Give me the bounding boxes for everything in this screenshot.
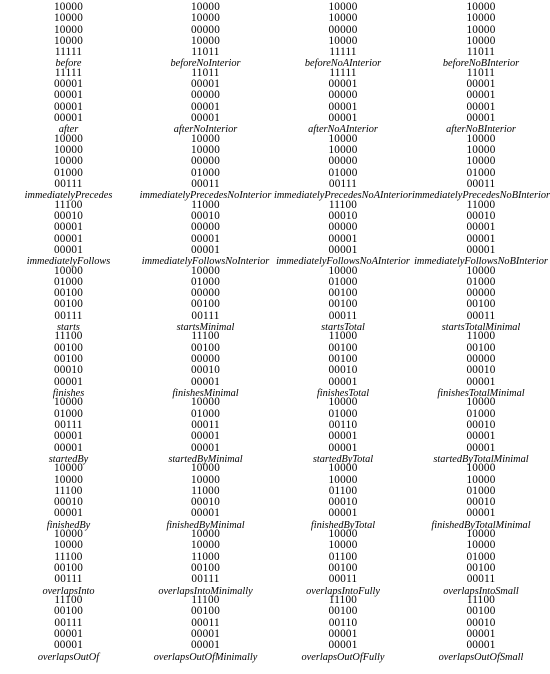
- matrix-bit-row: 01100: [328, 484, 358, 497]
- matrix-bit-row: 10000: [54, 144, 83, 157]
- matrix-bit-row: 10000: [54, 539, 83, 552]
- matrix-bit-row: 00010: [466, 616, 496, 629]
- matrix-cell: [274, 397, 412, 463]
- matrix-bit-row: 00001: [54, 627, 83, 640]
- matrix-bit-row: 00100: [54, 605, 83, 618]
- matrix-bit-row: 10000: [466, 12, 496, 25]
- matrix-bit-row: 00001: [191, 243, 220, 256]
- matrix-bit-row: 11100: [54, 594, 83, 607]
- matrix-bit-row: 00001: [466, 221, 496, 234]
- matrix-bit-row: 01000: [191, 275, 220, 288]
- relation-name-caption: afterNoAInterior: [308, 124, 378, 136]
- matrix-bit-row: 10000: [466, 23, 496, 36]
- matrix-cell: [274, 266, 412, 332]
- matrix-bit-row: 01000: [328, 407, 358, 420]
- matrix-bit-row: 10000: [54, 396, 83, 409]
- matrix-bit-row: 00001: [328, 232, 358, 245]
- matrix-bit-row: 00100: [328, 562, 358, 575]
- matrix-bit-row: 00001: [54, 78, 83, 91]
- relation-name-caption: finishedByTotal: [310, 519, 376, 531]
- matrix-bit-row: 10000: [328, 264, 358, 277]
- matrix-bit-row: 11011: [466, 66, 496, 79]
- matrix-bit-row: 10000: [328, 528, 358, 541]
- matrix-cell: [0, 595, 137, 661]
- matrix-bit-row: 10000: [328, 473, 358, 486]
- matrix-bit-row: 00001: [54, 112, 83, 125]
- matrix-bit-row: 00001: [54, 243, 83, 256]
- matrix-bit-row: 00010: [54, 209, 83, 222]
- matrix-bit-row: 00111: [54, 616, 83, 629]
- matrix-bit-row: 00100: [328, 605, 358, 618]
- matrix-bit-row: 10000: [191, 462, 220, 475]
- matrix-cell: [412, 134, 550, 200]
- matrix-bit-row: 10000: [54, 462, 83, 475]
- matrix-bit-row: 00010: [466, 209, 496, 222]
- matrix-bit-row: 11011: [191, 46, 220, 59]
- relation-name-caption: startedByTotalMinimal: [433, 453, 529, 465]
- matrix-bit-row: 00010: [466, 496, 496, 509]
- matrix-bit-row: 10000: [466, 155, 496, 168]
- matrix-bit-row: 01000: [54, 407, 83, 420]
- relation-name-caption: immediatelyPrecedesNoInterior: [139, 190, 272, 202]
- matrix-bit-row: 00100: [466, 562, 496, 575]
- matrix-bit-row: 00100: [54, 353, 83, 366]
- matrix-bit-row: 11100: [54, 484, 83, 497]
- matrix-bit-row: 10000: [328, 396, 358, 409]
- matrix-bit-row: 10000: [54, 34, 83, 47]
- matrix-bit-row: 00001: [191, 627, 220, 640]
- matrix-bit-row: 01000: [191, 166, 220, 179]
- matrix-bit-row: 11111: [54, 66, 83, 79]
- matrix-bit-row: 00001: [466, 441, 496, 454]
- matrix-bit-row: 00001: [191, 639, 220, 652]
- matrix-bit-row: 00100: [54, 287, 83, 300]
- relation-name-caption: immediatelyPrecedesNoBInterior: [412, 190, 550, 202]
- matrix-bit-row: 00111: [54, 177, 83, 190]
- matrix-bit-row: 11111: [329, 46, 357, 59]
- matrix-bit-row: 10000: [466, 34, 496, 47]
- matrix-bit-row: 00001: [466, 627, 496, 640]
- matrix-bit-row: 01000: [191, 407, 220, 420]
- matrix-bit-row: 00001: [191, 100, 220, 113]
- matrix-bit-row: 00010: [328, 209, 358, 222]
- matrix-bit-row: 01000: [466, 166, 496, 179]
- matrix-bit-row: 11000: [466, 198, 496, 211]
- matrix-bit-row: 00000: [191, 89, 220, 102]
- matrix-bit-row: 10000: [54, 1, 83, 13]
- matrix-cell: [0, 463, 137, 529]
- matrix-bit-row: 00011: [466, 309, 496, 322]
- relation-name-caption: finishedBy: [46, 519, 91, 531]
- relation-name-caption: overlapsInto: [42, 585, 95, 597]
- matrix-bit-row: 00001: [466, 78, 496, 91]
- relation-name-caption: startedBy: [48, 453, 89, 465]
- matrix-cell: [274, 331, 412, 397]
- matrix-bit-row: 11100: [54, 550, 83, 563]
- relation-name-caption: overlapsIntoSmall: [443, 585, 519, 597]
- relation-name-caption: startedByTotal: [312, 453, 374, 465]
- matrix-bit-row: 11111: [329, 66, 357, 79]
- matrix-bit-row: 10000: [54, 12, 83, 25]
- matrix-bit-row: 00001: [466, 639, 496, 652]
- matrix-bit-row: 00001: [54, 89, 83, 102]
- matrix-bit-row: 00010: [54, 364, 83, 377]
- matrix-bit-row: 00001: [54, 507, 83, 520]
- matrix-bit-row: 00001: [191, 430, 220, 443]
- matrix-bit-row: 00100: [328, 287, 358, 300]
- matrix-bit-row: 00010: [466, 418, 496, 431]
- matrix-bit-row: 00001: [328, 375, 358, 388]
- matrix-cell: [137, 595, 274, 661]
- matrix-bit-row: 00110: [328, 418, 358, 431]
- matrix-bit-row: 11011: [191, 66, 220, 79]
- matrix-bit-row: 00001: [466, 507, 496, 520]
- matrix-bit-row: 00001: [466, 243, 496, 256]
- matrix-bit-row: 00010: [191, 496, 220, 509]
- matrix-bit-row: 11111: [54, 46, 83, 59]
- matrix-cell: [274, 595, 412, 661]
- matrix-bit-row: 01100: [328, 550, 358, 563]
- matrix-bit-row: 10000: [466, 462, 496, 475]
- relation-name-caption: finishedByTotalMinimal: [431, 519, 531, 531]
- relation-name-caption: afterNoBInterior: [446, 124, 516, 136]
- matrix-bit-row: 00010: [466, 364, 496, 377]
- relation-name-caption: starts: [57, 322, 80, 334]
- matrix-cell: [0, 200, 137, 266]
- matrix-bit-row: 00001: [54, 430, 83, 443]
- matrix-cell: [137, 529, 274, 595]
- matrix-bit-row: 10000: [466, 539, 496, 552]
- relation-name-caption: startedByMinimal: [168, 453, 243, 465]
- matrix-cell: [0, 331, 137, 397]
- matrix-cell: [412, 68, 550, 134]
- relation-name-caption: immediatelyFollowsNoAInterior: [276, 256, 410, 268]
- matrix-cell: [137, 463, 274, 529]
- matrix-bit-row: 00001: [466, 430, 496, 443]
- matrix-cell: [274, 200, 412, 266]
- relation-name-caption: startsMinimal: [176, 322, 235, 334]
- matrix-bit-row: 00001: [328, 627, 358, 640]
- matrix-bit-row: 00001: [54, 375, 83, 388]
- matrix-bit-row: 00011: [328, 573, 358, 586]
- matrix-cell: [412, 200, 550, 266]
- relation-name-caption: immediatelyFollowsNoInterior: [141, 256, 270, 268]
- matrix-bit-row: 00010: [54, 496, 83, 509]
- relation-name-caption: finishesMinimal: [172, 387, 239, 399]
- matrix-bit-row: 00001: [466, 89, 496, 102]
- matrix-bit-row: 00000: [191, 353, 220, 366]
- matrix-bit-row: 10000: [191, 12, 220, 25]
- matrix-bit-row: 00100: [328, 298, 358, 311]
- relation-name-caption: finishedByMinimal: [166, 519, 245, 531]
- matrix-bit-row: 11000: [466, 330, 496, 343]
- matrix-cell: [0, 2, 137, 68]
- matrix-bit-row: 00001: [191, 112, 220, 125]
- matrix-bit-row: 00001: [328, 112, 358, 125]
- matrix-bit-row: 10000: [466, 528, 496, 541]
- matrix-bit-row: 00000: [328, 23, 358, 36]
- relation-name-caption: afterNoInterior: [173, 124, 238, 136]
- matrix-bit-row: 10000: [328, 1, 358, 13]
- matrix-bit-row: 01000: [466, 275, 496, 288]
- relation-name-caption: before: [55, 58, 82, 70]
- matrix-bit-row: 11100: [328, 594, 358, 607]
- relation-name-caption: finishes: [52, 387, 85, 399]
- matrix-bit-row: 00001: [328, 441, 358, 454]
- matrix-bit-row: 10000: [466, 132, 496, 145]
- matrix-bit-row: 00001: [466, 375, 496, 388]
- matrix-bit-row: 00001: [328, 639, 358, 652]
- matrix-bit-row: 01000: [466, 550, 496, 563]
- matrix-cell: [0, 134, 137, 200]
- matrix-bit-row: 10000: [54, 23, 83, 36]
- matrix-cell: [137, 134, 274, 200]
- matrix-bit-row: 10000: [328, 34, 358, 47]
- matrix-cell: [137, 397, 274, 463]
- relation-name-caption: beforeNoAInterior: [304, 58, 382, 70]
- matrix-bit-row: 11100: [466, 594, 496, 607]
- matrix-bit-row: 11100: [54, 330, 83, 343]
- matrix-bit-row: 00001: [54, 639, 83, 652]
- relation-matrix-grid: [0, 2, 550, 672]
- relation-name-caption: immediatelyFollowsNoBInterior: [414, 256, 548, 268]
- matrix-bit-row: 00010: [328, 496, 358, 509]
- matrix-bit-row: 10000: [466, 1, 496, 13]
- matrix-bit-row: 00100: [328, 353, 358, 366]
- matrix-bit-row: 00010: [328, 364, 358, 377]
- matrix-bit-row: 00100: [466, 298, 496, 311]
- matrix-cell: [412, 266, 550, 332]
- matrix-bit-row: 00001: [191, 441, 220, 454]
- matrix-cell: [137, 331, 274, 397]
- matrix-cell: [274, 529, 412, 595]
- matrix-bit-row: 00001: [466, 100, 496, 113]
- matrix-bit-row: 01000: [466, 484, 496, 497]
- matrix-bit-row: 01000: [466, 407, 496, 420]
- matrix-cell: [274, 463, 412, 529]
- matrix-bit-row: 00001: [191, 375, 220, 388]
- matrix-bit-row: 10000: [191, 132, 220, 145]
- matrix-bit-row: 00011: [466, 573, 496, 586]
- matrix-bit-row: 10000: [328, 144, 358, 157]
- matrix-bit-row: 00111: [191, 573, 220, 586]
- matrix-bit-row: 00001: [328, 243, 358, 256]
- matrix-bit-row: 00011: [328, 309, 358, 322]
- matrix-bit-row: 11100: [191, 594, 220, 607]
- matrix-bit-row: 00100: [191, 341, 220, 354]
- matrix-bit-row: 00001: [54, 232, 83, 245]
- matrix-cell: [412, 463, 550, 529]
- matrix-cell: [412, 331, 550, 397]
- matrix-bit-row: 11000: [191, 198, 220, 211]
- matrix-bit-row: 00000: [328, 155, 358, 168]
- matrix-bit-row: 01000: [54, 275, 83, 288]
- matrix-bit-row: 10000: [191, 264, 220, 277]
- matrix-bit-row: 11100: [54, 198, 83, 211]
- matrix-cell: [137, 2, 274, 68]
- matrix-bit-row: 11000: [191, 550, 220, 563]
- matrix-bit-row: 00011: [191, 616, 220, 629]
- matrix-bit-row: 10000: [54, 132, 83, 145]
- matrix-bit-row: 10000: [191, 34, 220, 47]
- matrix-bit-row: 00100: [466, 605, 496, 618]
- matrix-bit-row: 00010: [191, 364, 220, 377]
- matrix-bit-row: 00111: [54, 309, 83, 322]
- matrix-bit-row: 00000: [466, 353, 496, 366]
- matrix-cell: [137, 266, 274, 332]
- relation-name-caption: overlapsIntoMinimally: [158, 585, 253, 597]
- relation-name-caption: after: [58, 124, 79, 136]
- matrix-bit-row: 10000: [466, 396, 496, 409]
- matrix-bit-row: 11100: [191, 330, 220, 343]
- matrix-bit-row: 00001: [54, 100, 83, 113]
- matrix-cell: [274, 68, 412, 134]
- matrix-bit-row: 10000: [54, 155, 83, 168]
- relation-name-caption: overlapsOutOf: [37, 651, 100, 663]
- matrix-bit-row: 00000: [328, 89, 358, 102]
- matrix-bit-row: 00001: [191, 507, 220, 520]
- matrix-bit-row: 00001: [191, 78, 220, 91]
- matrix-bit-row: 10000: [54, 264, 83, 277]
- matrix-bit-row: 00100: [54, 341, 83, 354]
- matrix-cell: [412, 529, 550, 595]
- matrix-bit-row: 00001: [328, 430, 358, 443]
- matrix-bit-row: 01000: [328, 166, 358, 179]
- matrix-bit-row: 00000: [466, 287, 496, 300]
- matrix-bit-row: 00000: [191, 287, 220, 300]
- matrix-cell: [274, 134, 412, 200]
- matrix-bit-row: 00011: [191, 177, 220, 190]
- matrix-bit-row: 00010: [191, 209, 220, 222]
- matrix-bit-row: 11000: [328, 330, 358, 343]
- matrix-bit-row: 10000: [328, 462, 358, 475]
- matrix-bit-row: 00000: [191, 155, 220, 168]
- matrix-bit-row: 00000: [191, 221, 220, 234]
- matrix-bit-row: 10000: [191, 473, 220, 486]
- matrix-bit-row: 10000: [328, 132, 358, 145]
- relation-name-caption: overlapsOutOfSmall: [438, 651, 524, 663]
- matrix-bit-row: 00100: [466, 341, 496, 354]
- matrix-bit-row: 10000: [328, 539, 358, 552]
- matrix-bit-row: 00100: [191, 298, 220, 311]
- relation-name-caption: immediatelyPrecedesNoAInterior: [274, 190, 413, 202]
- relation-name-caption: overlapsOutOfFully: [301, 651, 385, 663]
- matrix-bit-row: 10000: [191, 528, 220, 541]
- matrix-bit-row: 00001: [191, 232, 220, 245]
- matrix-bit-row: 00100: [54, 562, 83, 575]
- matrix-cell: [412, 397, 550, 463]
- matrix-bit-row: 00110: [328, 616, 358, 629]
- matrix-bit-row: 01000: [54, 166, 83, 179]
- matrix-bit-row: 11000: [191, 484, 220, 497]
- matrix-bit-row: 10000: [466, 473, 496, 486]
- matrix-bit-row: 00001: [328, 100, 358, 113]
- matrix-bit-row: 10000: [328, 12, 358, 25]
- matrix-bit-row: 00111: [54, 573, 83, 586]
- matrix-bit-row: 00000: [328, 221, 358, 234]
- relation-name-caption: immediatelyPrecedes: [24, 190, 113, 202]
- matrix-bit-row: 10000: [191, 144, 220, 157]
- matrix-bit-row: 00111: [54, 418, 83, 431]
- matrix-cell: [412, 2, 550, 68]
- matrix-bit-row: 00001: [54, 441, 83, 454]
- relation-name-caption: finishesTotal: [316, 387, 370, 399]
- matrix-bit-row: 00100: [191, 605, 220, 618]
- matrix-cell: [0, 266, 137, 332]
- matrix-bit-row: 00111: [191, 309, 220, 322]
- relation-name-caption: overlapsOutOfMinimally: [153, 651, 258, 663]
- matrix-bit-row: 00011: [466, 177, 496, 190]
- matrix-bit-row: 10000: [191, 539, 220, 552]
- matrix-bit-row: 00001: [466, 112, 496, 125]
- matrix-bit-row: 11100: [328, 198, 358, 211]
- matrix-cell: [0, 397, 137, 463]
- matrix-bit-row: 00111: [328, 177, 358, 190]
- relation-name-caption: startsTotalMinimal: [441, 322, 521, 334]
- matrix-bit-row: 00001: [328, 507, 358, 520]
- relation-name-caption: immediatelyFollows: [26, 256, 111, 268]
- matrix-bit-row: 10000: [191, 1, 220, 13]
- matrix-bit-row: 00001: [54, 221, 83, 234]
- matrix-bit-row: 10000: [54, 528, 83, 541]
- matrix-bit-row: 10000: [466, 144, 496, 157]
- matrix-bit-row: 00100: [191, 562, 220, 575]
- matrix-cell: [412, 595, 550, 661]
- matrix-bit-row: 01000: [328, 275, 358, 288]
- matrix-cell: [0, 68, 137, 134]
- matrix-bit-row: 00001: [466, 232, 496, 245]
- matrix-bit-row: 00001: [328, 78, 358, 91]
- matrix-bit-row: 00011: [191, 418, 220, 431]
- matrix-bit-row: 11011: [466, 46, 496, 59]
- relation-name-caption: overlapsIntoFully: [306, 585, 380, 597]
- relation-name-caption: finishesTotalMinimal: [437, 387, 525, 399]
- matrix-cell: [137, 68, 274, 134]
- matrix-bit-row: 10000: [466, 264, 496, 277]
- matrix-bit-row: 00100: [54, 298, 83, 311]
- matrix-cell: [274, 2, 412, 68]
- relation-name-caption: startsTotal: [321, 322, 365, 334]
- relation-name-caption: beforeNoInterior: [170, 58, 241, 70]
- matrix-bit-row: 10000: [54, 473, 83, 486]
- matrix-cell: [137, 200, 274, 266]
- matrix-bit-row: 10000: [191, 396, 220, 409]
- matrix-bit-row: 00000: [191, 23, 220, 36]
- matrix-cell: [0, 529, 137, 595]
- relation-name-caption: beforeNoBInterior: [442, 58, 520, 70]
- matrix-bit-row: 00100: [328, 341, 358, 354]
